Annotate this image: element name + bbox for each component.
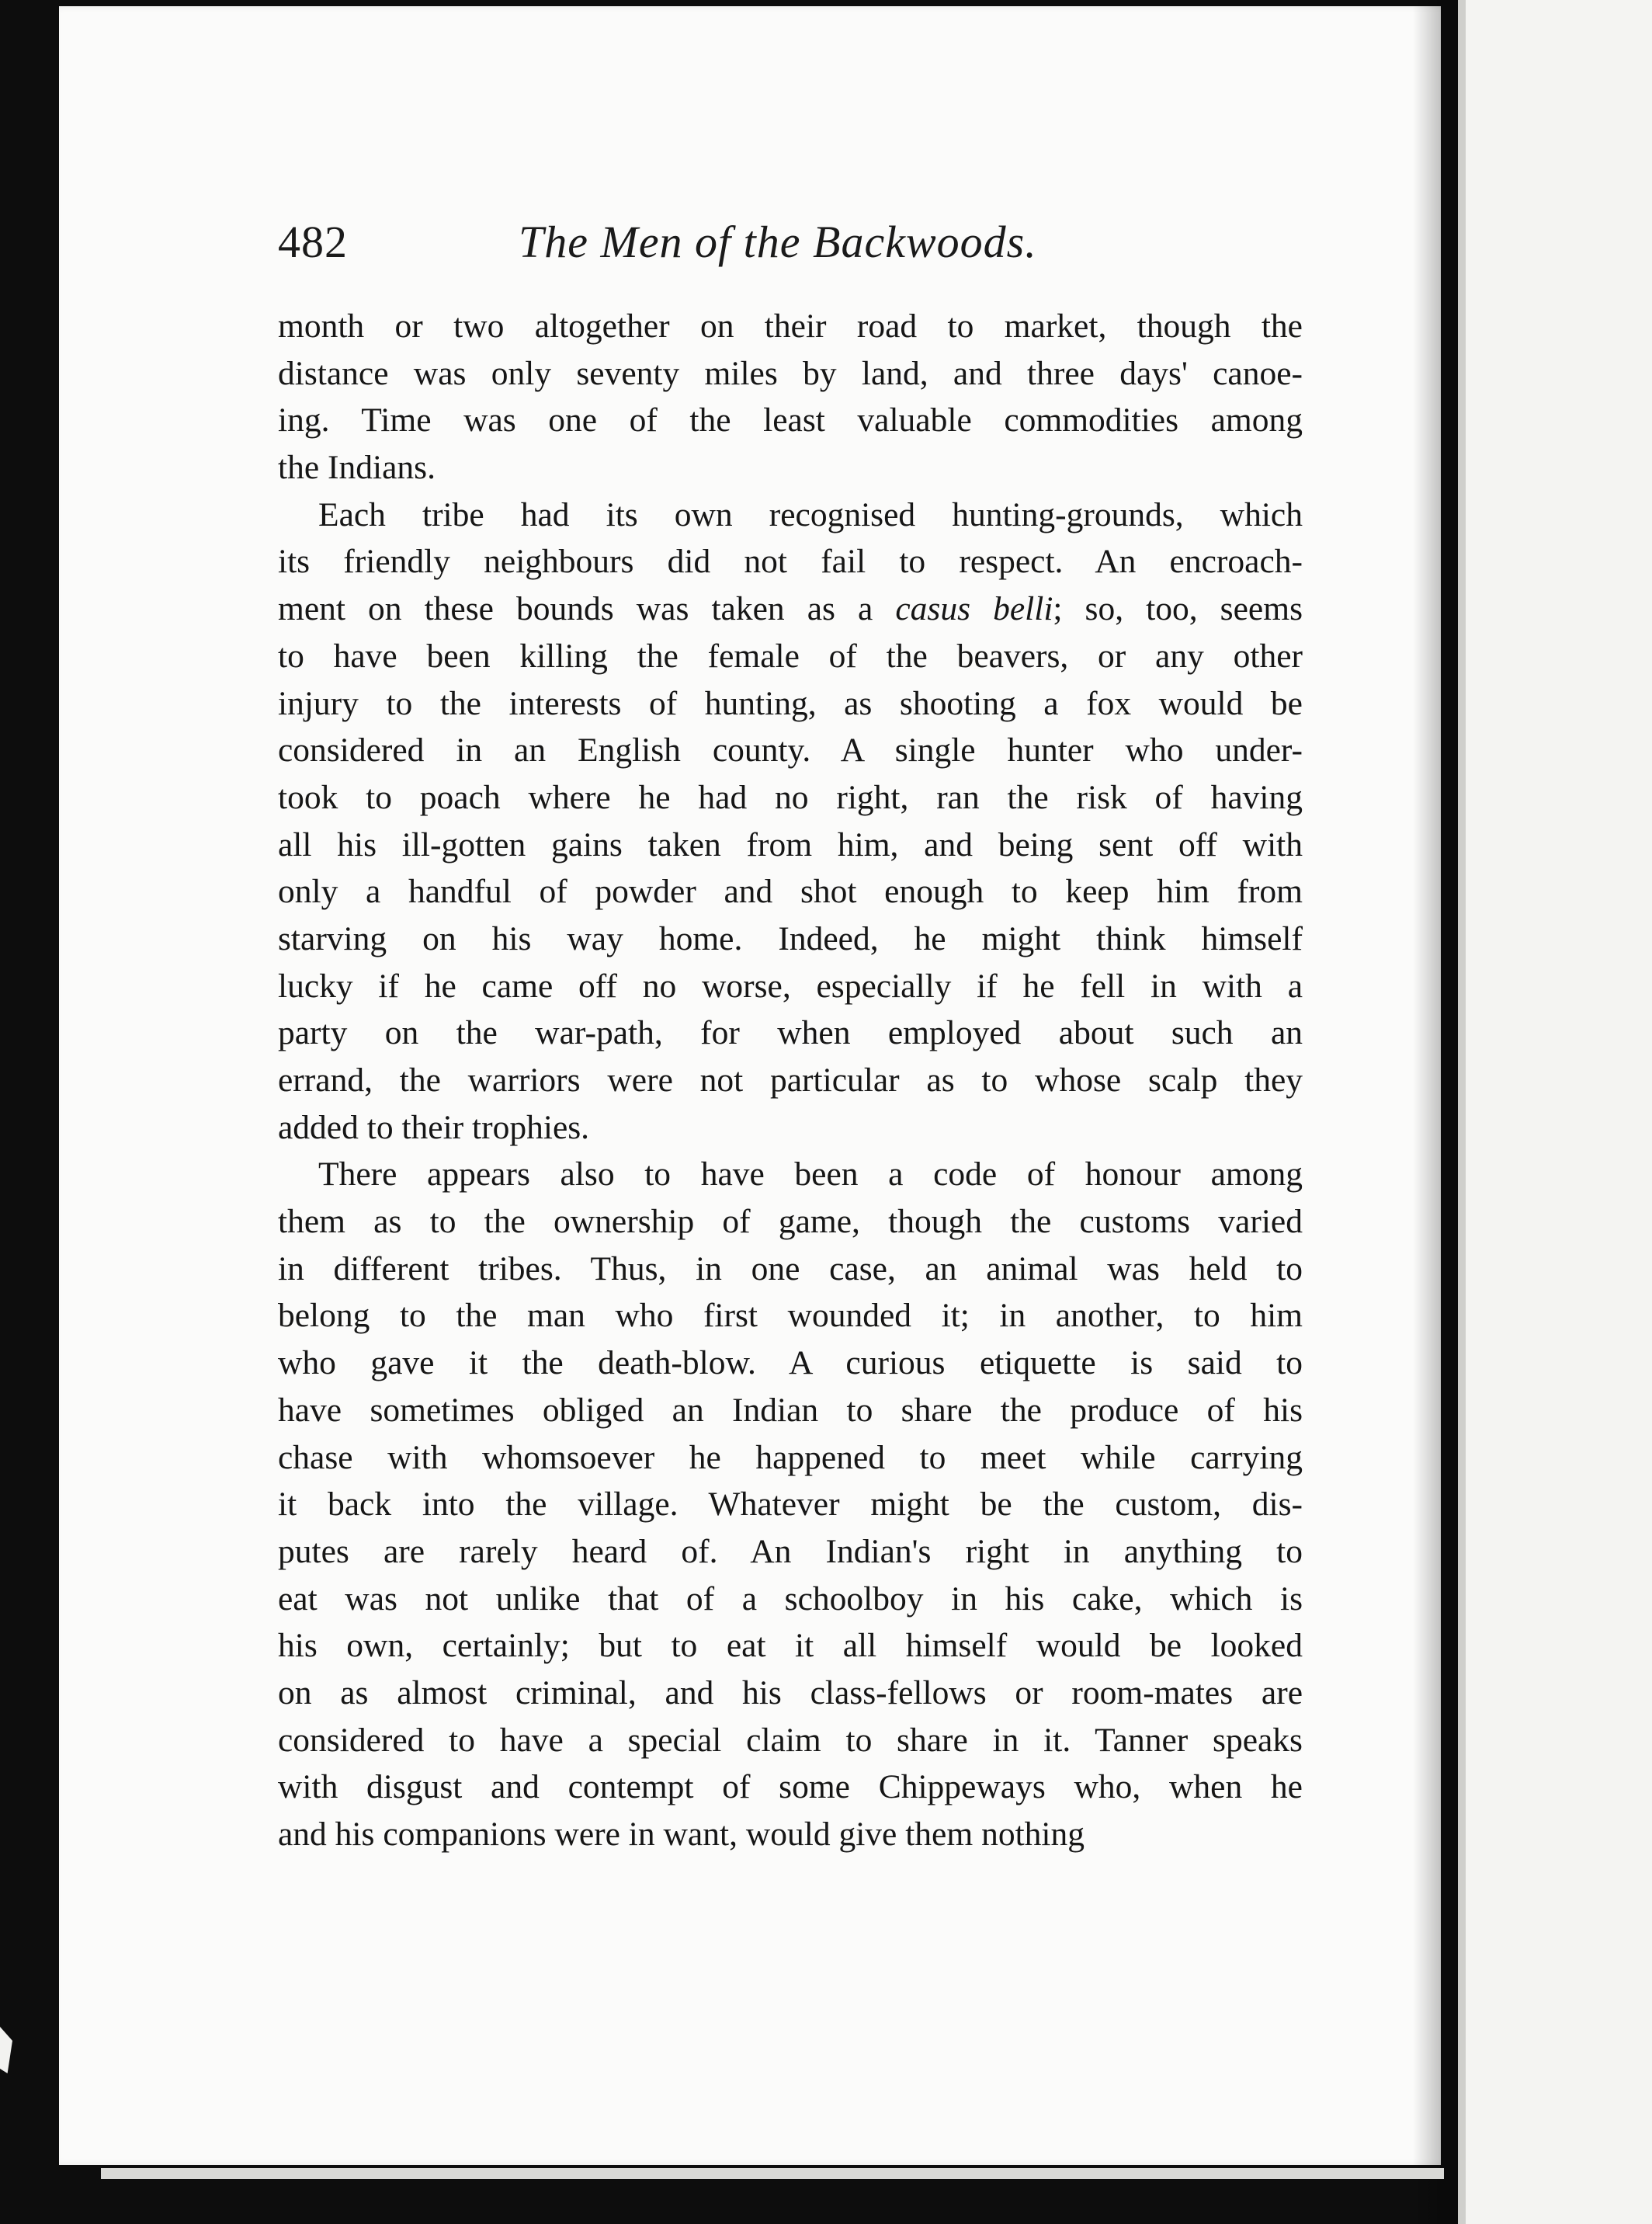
text-line: eat was not unlike that of a schoolboy in his cake, which is: [278, 1579, 1303, 1618]
text-line: ing. Time was one of the least valuable commodities among: [278, 401, 1303, 440]
italic-phrase: casus belli: [895, 590, 1053, 628]
text-line: errand, the warriors were not particular as to whose scalp they: [278, 1062, 1303, 1099]
text-line: considered in an English county. A single hunter who under-: [278, 731, 1303, 770]
text-line: the Indians.: [278, 449, 436, 487]
paragraph: [278, 303, 1303, 492]
book-gutter: [1441, 0, 1458, 2224]
text-line: it back into the village. Whatever might be the custom, dis-: [278, 1486, 1303, 1524]
text-line: them as to the ownership of game, though the customs varied: [278, 1203, 1303, 1241]
text-line: ment on these bounds was taken as a casus belli; so, too, seems: [278, 590, 1303, 628]
page-bottom-edge: [101, 2168, 1444, 2179]
text-line: on as almost criminal, and his class-fellows or room-mates are: [278, 1673, 1303, 1711]
text-line: month or two altogether on their road to market, though the: [278, 308, 1303, 345]
text-line: Each tribe had its own recognised hunting-grounds, which: [318, 495, 1303, 533]
text-line: distance was only seventy miles by land, and three days' canoe-: [278, 354, 1303, 392]
text-line: considered to have a special claim to share in it. Tanner speaks: [278, 1721, 1303, 1759]
text-line: belong to the man who first wounded it; in another, to him: [278, 1297, 1303, 1335]
text-line: with disgust and contempt of some Chippeways who, when he: [278, 1768, 1303, 1806]
scan-artifact: [0, 2027, 12, 2073]
text-line: and his companions were in want, would give them nothing: [278, 1816, 1085, 1853]
page-number: 482: [278, 217, 348, 267]
text-line: party on the war-path, for when employed about such an: [278, 1014, 1303, 1052]
text-line: chase with whomsoever he happened to meet while carrying: [278, 1438, 1303, 1476]
text-line: his own, certainly; but to eat it all himself would be looked: [278, 1627, 1303, 1665]
text-line: injury to the interests of hunting, as shooting a fox would be: [278, 684, 1303, 722]
paragraph: [278, 1151, 1303, 1857]
text-line: in different tribes. Thus, in one case, an animal was held to: [278, 1249, 1303, 1287]
text-line: starving on his way home. Indeed, he might think himself: [278, 919, 1303, 957]
gutter-shadow: [1413, 0, 1444, 2224]
body-text: [278, 303, 1303, 1858]
facing-page-edge: [1458, 0, 1652, 2224]
facing-page-border: [1458, 0, 1466, 2224]
text-line: only a handful of powder and shot enough to keep him from: [278, 873, 1303, 911]
text-line: all his ill-gotten gains taken from him, and being sent off with: [278, 825, 1303, 864]
text-line: its friendly neighbours did not fail to respect. An encroach-: [278, 543, 1303, 581]
text-line: who gave it the death-blow. A curious etiquette is said to: [278, 1344, 1303, 1382]
text-line: added to their trophies.: [278, 1108, 590, 1146]
text-line: took to poach where he had no right, ran the risk of having: [278, 778, 1303, 816]
text-line: to have been killing the female of the beavers, or any other: [278, 637, 1303, 675]
text-line: There appears also to have been a code of honour among: [318, 1155, 1303, 1194]
running-head: [278, 216, 1295, 278]
paragraph: [278, 492, 1303, 1152]
text-line: putes are rarely heard of. An Indian's right in anything to: [278, 1532, 1303, 1570]
text-line: lucky if he came off no worse, especially if he fell in with a: [278, 967, 1303, 1005]
running-title: The Men of the Backwoods.: [519, 217, 1037, 267]
text-line: have sometimes obliged an Indian to share the produce of his: [278, 1391, 1303, 1429]
